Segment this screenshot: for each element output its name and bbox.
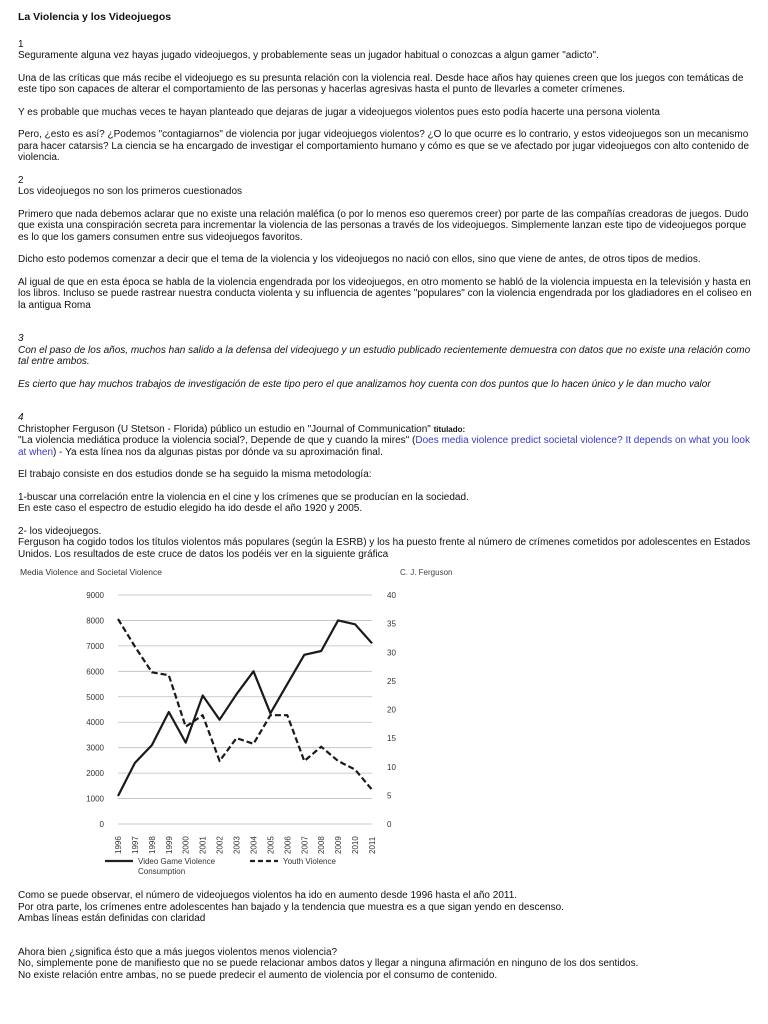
study-quote: "La violencia mediática produce la violencia social?, Depende de que y cuando la mires" ( <box>18 435 416 446</box>
x-axis-tick-label: 2001 <box>198 836 208 854</box>
x-axis-tick-label: 2005 <box>266 836 276 854</box>
x-axis-tick-label: 2007 <box>300 836 310 854</box>
paragraph: Ferguson ha cogido todos los títulos violentos más populares (según la ESRB) y los ha puesto frente al número de crímenes cometidos por adolescentes en Estados Unidos. Los resultados de este cruce de datos los podéis ver en la siguiente gráfica <box>18 537 751 560</box>
study-link[interactable]: Does media violence predict societal violence? It depends on what you look at when <box>18 435 750 458</box>
x-axis-tick-label: 2008 <box>317 836 327 854</box>
right-axis-tick-label: 25 <box>387 676 396 686</box>
chart-title: Media Violence and Societal Violence <box>20 567 162 577</box>
series-line-youth-violence <box>118 619 372 790</box>
study-after-link: ) - Ya esta línea nos da algunas pistas por dónde va su aproximación final. <box>53 446 383 458</box>
x-axis-tick-label: 2009 <box>334 836 344 854</box>
section-number: 3 <box>18 333 24 344</box>
x-axis-tick-label: 1997 <box>130 836 140 854</box>
right-axis-tick-label: 30 <box>387 648 396 658</box>
paragraph: Ambas líneas están definidas con claridad <box>18 913 206 924</box>
section-number: 4 <box>18 412 24 423</box>
left-axis-tick-label: 7000 <box>86 641 104 651</box>
paragraph: 1-buscar una correlación entre la violencia en el cine y los crímenes que se producían en la sociedad. <box>18 491 469 503</box>
x-axis-tick-label: 2004 <box>249 836 259 854</box>
x-axis-tick-label: 2002 <box>215 836 225 854</box>
paragraph: No, simplemente pone de manifiesto que no se puede relacionar ambos datos y llegar a ninguna afirmación en ninguno de los dos sentidos. <box>18 958 639 969</box>
chart-legend <box>105 857 336 876</box>
series-line-video-game-violence <box>118 620 372 796</box>
x-axis-tick-label: 2003 <box>232 836 242 854</box>
conclusion <box>18 890 753 981</box>
paragraph: Con el paso de los años, muchos han salido a la defensa del videojuego y un estudio publicado recientemente demuestra con datos que no existe una relación como tal entre ambos. <box>18 344 751 367</box>
page-title: La Violencia y los Videojuegos <box>18 11 172 23</box>
section-heading: Los videojuegos no son los primeros cuestionados <box>18 186 243 197</box>
study-intro: Christopher Ferguson (U Stetson - Florida) público un estudio en "Journal of Communication" <box>18 423 431 435</box>
paragraph: Es cierto que hay muchos trabajos de investigación de este tipo pero el que analizamos hoy cuenta con dos puntos que lo hacen único y le dan mucho valor <box>18 378 711 390</box>
left-axis-tick-label: 5000 <box>86 692 104 702</box>
right-axis-tick-label: 5 <box>387 791 392 801</box>
x-axis-tick-label: 2010 <box>351 836 361 854</box>
left-axis-tick-label: 6000 <box>86 667 104 677</box>
legend-dashed-label: Youth Violence <box>283 857 336 866</box>
paragraph: En este caso el espectro de estudio elegido ha ido desde el año 1920 y 2005. <box>18 503 363 514</box>
right-axis-tick-label: 0 <box>387 820 392 829</box>
section-number: 2 <box>18 174 24 186</box>
paragraph: Seguramente alguna vez hayas jugado videojuegos, y probablemente seas un jugador habitual o conozcas a algun gamer "adicto". <box>18 50 599 61</box>
chart-svg <box>20 562 470 880</box>
x-axis-tick-label: 1996 <box>114 836 123 854</box>
right-axis-tick-label: 35 <box>387 619 396 629</box>
left-axis-tick-label: 4000 <box>86 718 104 728</box>
left-axis-tick-label: 2000 <box>86 769 104 779</box>
paragraph: El trabajo consiste en dos estudios donde se ha seguido la misma metodología: <box>18 469 372 480</box>
left-axis-tick-label: 1000 <box>86 794 104 804</box>
x-axis-tick-label: 1998 <box>147 836 157 854</box>
right-axis-tick-label: 40 <box>387 591 396 600</box>
x-axis-tick-label: 2011 <box>368 836 377 854</box>
paragraph: Al igual de que en esta época se habla de la violencia engendrada por los videojuegos, en otro momento se habló de la violencia impuesta en la televisión y hasta en los libros. Incluso se puede rastrear nuestra conducta violenta y su influencia de agentes "populares" con la violencia engendrada por los gladiadores en el coliseo en la antigua Roma <box>18 276 752 311</box>
left-axis-tick-label: 0 <box>99 820 104 829</box>
right-axis-tick-label: 10 <box>387 762 396 772</box>
paragraph: Pero, ¿esto es así? ¿Podemos "contagiarnos" de violencia por jugar videojuegos violentos? ¿O lo que ocurre es lo contrario, y estos videojuegos son un mecanismo para hacer catarsis? La ciencia se ha encargado de investigar el comportamiento humano y cómo es que se ve afectado por jugar videojuegos con alto contenido de violencia. <box>18 129 750 163</box>
x-axis-tick-label: 1999 <box>164 836 174 854</box>
paragraph: No existe relación entre ambas, no se puede predecir el aumento de violencia por el consumo de contenido. <box>18 969 498 981</box>
x-axis-tick-label: 2000 <box>181 836 191 854</box>
paragraph: Ahora bien ¿significa ésto que a más juegos violentos menos violencia? <box>18 946 338 958</box>
plot-area <box>86 591 396 854</box>
left-axis-tick-label: 3000 <box>86 743 104 753</box>
right-axis-tick-label: 20 <box>387 705 396 715</box>
paragraph: Como se puede observar, el número de videojuegos violentos ha ido en aumento desde 1996 hasta el año 2011. <box>18 890 518 901</box>
legend-solid-label-2: Consumption <box>138 867 186 876</box>
paragraph: Dicho esto podemos comenzar a decir que el tema de la violencia y los videojuegos no nació con ellos, sino que viene de antes, de otros tipos de medios. <box>18 254 701 265</box>
paragraph: Primero que nada debemos aclarar que no existe una relación maléfica (o por lo menos eso queremos creer) por parte de las compañías creadoras de juegos. Dudo que exista una conspiración secreta para incrementar la violencia de las personas a través de los videojuegos. Simplemente lanzan este tipo de videojuegos porque es lo que los gamers consumen entre sus videojuegos favoritos. <box>18 208 749 243</box>
paragraph: 2- los videojuegos. <box>18 525 102 537</box>
paragraph <box>18 424 753 459</box>
chart <box>20 562 470 880</box>
document-body <box>18 12 753 560</box>
paragraph: Y es probable que muchas veces te hayan planteado que dejaras de jugar a videojuegos violentos pues esto podía hacerte una persona violenta <box>18 106 660 118</box>
legend-solid-label: Video Game Violence <box>138 857 216 866</box>
titulado-label: titulado: <box>433 424 466 434</box>
x-axis-tick-label: 2006 <box>283 836 293 854</box>
paragraph: Una de las críticas que más recibe el videojuego es su presunta relación con la violencia real. Desde hace años hay quienes creen que los juegos con temáticas de este tipo son capaces de alterar el comportamiento de las personas y hacerlas agresivas hasta el punto de llevarles a cometer crímenes. <box>18 72 744 95</box>
right-axis-tick-label: 15 <box>387 734 396 744</box>
left-axis-tick-label: 9000 <box>86 591 104 600</box>
paragraph: Por otra parte, los crímenes entre adolescentes han bajado y la tendencia que muestra es a que sigan yendo en descenso. <box>18 901 564 913</box>
chart-credit: C. J. Ferguson <box>400 568 453 577</box>
left-axis-tick-label: 8000 <box>86 616 104 626</box>
section-number: 1 <box>18 38 24 50</box>
